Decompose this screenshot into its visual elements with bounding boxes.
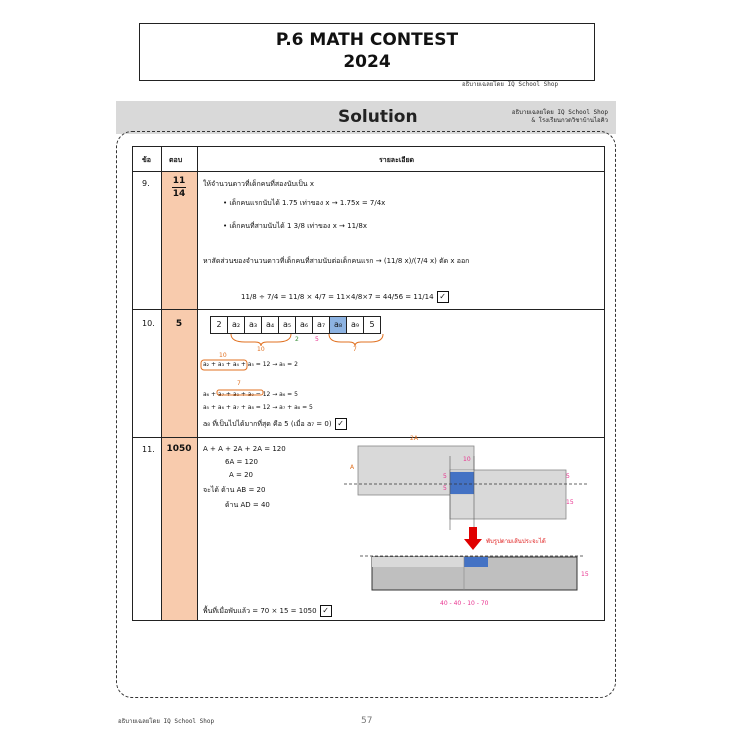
- down-arrow-icon: [463, 527, 483, 551]
- q11-bottom-calc: 40 - 40 - 10 - 70: [440, 600, 489, 607]
- check-icon: ✓: [437, 291, 449, 303]
- fig-label-5c: 5: [566, 473, 570, 480]
- q9-line2: • เด็กคนแรกนับได้ 1.75 เท่าของ x → 1.75x = 7/4x: [223, 199, 386, 207]
- q9-line3: • เด็กคนที่สามนับได้ 1 3/8 เท่าของ x → 11/8x: [223, 222, 368, 230]
- q11-line2: 6A = 120: [225, 458, 258, 466]
- q10-line4: [203, 418, 347, 430]
- header-no: ข้อ: [142, 156, 151, 164]
- fig-label-5a: 5: [443, 473, 447, 480]
- q10-l1-label: 10: [219, 352, 227, 359]
- seq-cell-5: a₅: [278, 316, 296, 334]
- title-box: [139, 23, 595, 81]
- q10-line2: a₆ + a₇ + a₈ + a₉ = 12 → a₆ = 5: [203, 391, 298, 398]
- check-icon: ✓: [320, 605, 332, 617]
- fig-label-5b: 5: [443, 485, 447, 492]
- q11-final: [203, 605, 332, 617]
- seq-cell-10: 5: [363, 316, 381, 334]
- q10-line4-text: a₈ ที่เป็นไปได้มากที่สุด คือ 5 (เมื่อ a₇ = 0): [203, 420, 332, 428]
- solution-credit-line2: & โรงเรียนกวดวิชาบ้านไอคิว: [531, 117, 608, 124]
- q10-brace1-label: 10: [257, 346, 265, 353]
- q9-line1: ให้จำนวนดาวที่เด็กคนที่สองนับเป็น x: [203, 180, 314, 188]
- fig-label-2a: 2A: [410, 435, 418, 442]
- q9-answer-denominator: 14: [172, 189, 186, 199]
- q9-line5: [241, 291, 449, 303]
- seq-cell-8: a₈: [329, 316, 347, 334]
- fig-label-a: A: [350, 464, 355, 471]
- q10-l2-label: 7: [237, 380, 241, 387]
- solution-credit-line1: อธิบายเฉลยโดย IQ School Shop: [511, 109, 608, 116]
- title-line1: P.6 MATH CONTEST: [275, 30, 459, 50]
- q9-calc: 11/8 ÷ 7/4 = 11/8 × 4/7 = 11×4/8×7 = 44/56 = 11/14: [241, 293, 434, 301]
- q11-line5: ด้าน AD = 40: [225, 501, 270, 509]
- seq-cell-7: a₇: [312, 316, 330, 334]
- seq-cell-2: a₂: [227, 316, 245, 334]
- fig-label-10: 10: [463, 456, 471, 463]
- q9-line4: หาสัดส่วนของจำนวนดาวที่เด็กคนที่สามนับต่อเด็กคนแรก → (11/8 x)/(7/4 x) ตัด x ออก: [203, 257, 470, 265]
- q10-a5-label: 2: [295, 336, 299, 343]
- q11-folded-figure: [360, 552, 585, 594]
- q9-number: 9.: [142, 179, 150, 188]
- q10-answer: 5: [175, 319, 183, 329]
- seq-cell-3: a₃: [244, 316, 262, 334]
- footer-credit: อธิบายเฉลยโดย IQ School Shop: [118, 718, 215, 725]
- q10-line1: a₂ + a₃ + a₄ + a₅ = 12 → a₅ = 2: [203, 361, 298, 368]
- fig-label-15: 15: [566, 499, 574, 506]
- q10-a6-label: 5: [315, 336, 319, 343]
- check-icon: ✓: [335, 418, 347, 430]
- solution-credit: [512, 109, 608, 125]
- q11-line4: จะได้ ด้าน AB = 20: [203, 486, 266, 494]
- seq-cell-4: a₄: [261, 316, 279, 334]
- fold-instruction: พับรูปตามเส้นประจะได้: [486, 538, 546, 545]
- q11-final-text: พื้นที่เมื่อพับแล้ว = 70 × 15 = 1050: [203, 607, 317, 615]
- seq-cell-1: 2: [210, 316, 228, 334]
- fig-label-15b: 15: [581, 571, 589, 578]
- q11-number: 11.: [142, 445, 155, 454]
- q11-answer: 1050: [166, 444, 192, 454]
- q10-brace2-label: 7: [353, 346, 357, 353]
- q10-line3: a₅ + a₆ + a₇ + a₈ = 12 → a₇ + a₈ = 5: [203, 404, 313, 411]
- seq-cell-6: a₆: [295, 316, 313, 334]
- q9-answer-numerator: 11: [172, 176, 186, 186]
- header-answer: ตอบ: [169, 156, 183, 164]
- q11-line3: A = 20: [229, 471, 254, 479]
- q11-fold-figure: [344, 436, 594, 536]
- q10-highlights: [199, 356, 279, 396]
- title-line2: 2024: [343, 52, 391, 72]
- q11-line1: A + A + 2A + 2A = 120: [203, 445, 286, 453]
- solution-bar: [116, 101, 616, 134]
- solution-title: Solution: [338, 107, 418, 127]
- q10-number: 10.: [142, 319, 155, 328]
- page-number: 57: [361, 716, 373, 726]
- q9-answer: [161, 176, 197, 199]
- header-detail: รายละเอียด: [379, 156, 415, 164]
- seq-cell-9: a₉: [346, 316, 364, 334]
- header-credit: อธิบายเฉลยโดย IQ School Shop: [462, 81, 559, 88]
- answer-column-fill: [161, 171, 197, 620]
